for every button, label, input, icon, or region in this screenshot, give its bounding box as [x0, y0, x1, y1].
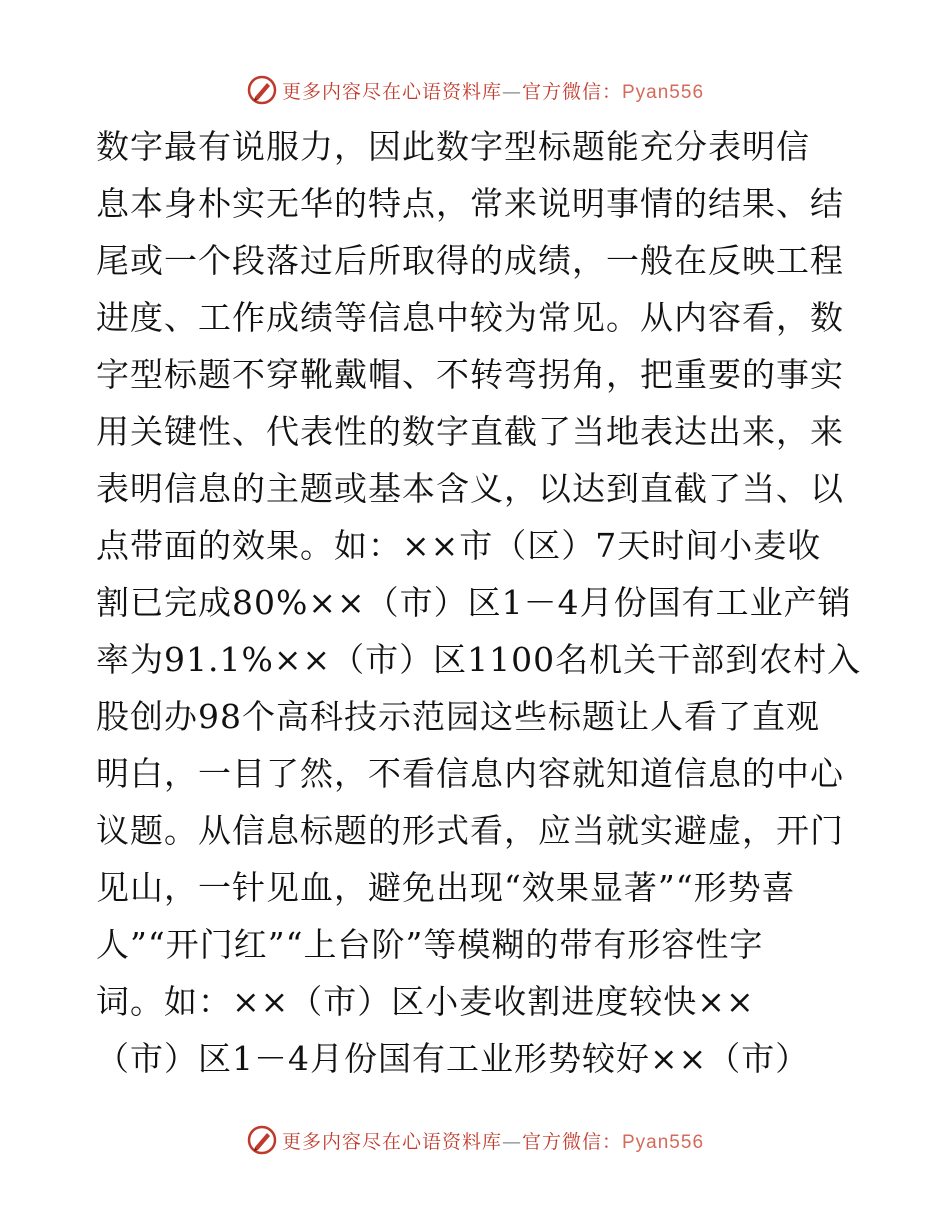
- watermark-prefix: 更多内容尽在心语资料库: [281, 80, 502, 103]
- watermark-text: [282, 77, 704, 104]
- watermark-prefix: 更多内容尽在心语资料库: [281, 1130, 502, 1153]
- text-line: 表明信息的主题或基本含义，以达到直截了当、以: [96, 469, 844, 508]
- footer-watermark: [0, 1120, 950, 1160]
- text-line: 议题。从信息标题的形式看，应当就实避虚，开门: [96, 811, 844, 850]
- text-line: 人”“开门红”“上台阶”等模糊的带有形容性字: [96, 925, 764, 964]
- text-line: 息本身朴实无华的特点，常来说明事情的结果、结: [96, 184, 844, 223]
- watermark-text: [282, 1127, 704, 1154]
- watermark-wechat-label: 官方微信：: [521, 80, 622, 103]
- text-line: 字型标题不穿靴戴帽、不转弯拐角，把重要的事实: [96, 355, 844, 394]
- text-line: 明白，一目了然，不看信息内容就知道信息的中心: [96, 754, 844, 793]
- pen-logo-icon: [246, 74, 278, 106]
- text-line: （市）区1－4月份国有工业形势较好××（市）: [96, 1039, 810, 1078]
- text-line: 点带面的效果。如：××市（区）7天时间小麦收: [96, 526, 822, 565]
- text-line: 词。如：××（市）区小麦收割进度较快××: [96, 982, 755, 1021]
- text-line: 股创办98个高科技示范园这些标题让人看了直观: [96, 697, 820, 736]
- text-line: 割已完成80%××（市）区1－4月份国有工业产销: [96, 583, 852, 622]
- text-line: 率为91.1%××（市）区1100名机关干部到农村入: [96, 640, 862, 679]
- watermark-wechat-id: Pyan556: [622, 81, 705, 103]
- text-line: 数字最有说服力，因此数字型标题能充分表明信: [96, 127, 810, 166]
- watermark-separator: —: [501, 80, 522, 103]
- text-line: 进度、工作成绩等信息中较为常见。从内容看，数: [96, 298, 844, 337]
- text-line: 见山，一针见血，避免出现“效果显著”“形势喜: [96, 868, 796, 907]
- pen-logo-icon: [246, 1124, 278, 1156]
- watermark-wechat-label: 官方微信：: [521, 1130, 622, 1153]
- watermark-wechat-id: Pyan556: [622, 1131, 705, 1153]
- watermark-separator: —: [501, 1130, 522, 1153]
- text-line: 尾或一个段落过后所取得的成绩，一般在反映工程: [96, 241, 844, 280]
- document-body: [96, 118, 866, 1087]
- text-line: 用关键性、代表性的数字直截了当地表达出来，来: [96, 412, 844, 451]
- header-watermark: [0, 70, 950, 110]
